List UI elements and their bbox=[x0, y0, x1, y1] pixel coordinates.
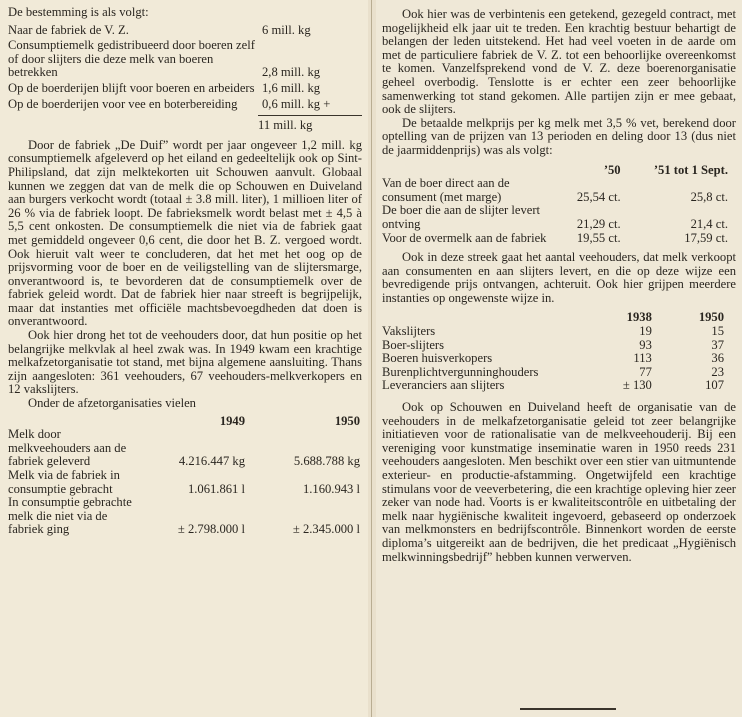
price-table bbox=[382, 164, 734, 246]
destination-total: 11 mill. kg bbox=[258, 115, 362, 133]
article-paragraph: De betaalde melkprijs per kg melk met 3,5 % vet, berekend door optelling van de prijzen van 13 perioden en deling door 13 (dus niet de jaarmiddenprijs) was als volgt: bbox=[382, 115, 736, 157]
table-cell: 21,29 ct. bbox=[576, 216, 621, 231]
destination-value: 6 mill. kg bbox=[262, 22, 311, 37]
destination-total-row bbox=[8, 115, 362, 133]
table-row bbox=[382, 339, 734, 353]
table-header-row bbox=[8, 415, 364, 429]
table-cell-label: Boeren huisverkopers bbox=[382, 351, 493, 366]
table-cell-label: Boer-slijters bbox=[382, 337, 445, 352]
table-header: 1950 bbox=[698, 310, 724, 325]
destination-label: Consumptiemelk gedistribueerd door boeren zelf of door slijters die deze melk van boeren betrekken bbox=[8, 38, 255, 80]
table-row bbox=[382, 177, 734, 204]
table-cell: 1.160.943 l bbox=[302, 481, 360, 496]
count-table bbox=[382, 311, 734, 393]
table-row bbox=[8, 428, 364, 469]
table-cell-label: Van de boer direct aan de consument (met marge) bbox=[382, 176, 510, 204]
table-cell: 107 bbox=[705, 378, 724, 393]
table-row bbox=[382, 232, 734, 246]
table-cell-label: De boer die aan de slijter levert ontving bbox=[382, 203, 541, 231]
article-paragraph: Onder de afzetorganisaties vielen bbox=[28, 396, 196, 411]
article-paragraph: Ook hier drong het tot de veehouders door, dat hun positie op het belangrijke melkvlak al heel zwak was. In 1949 kwam een krachtige melkafzetorganisatie tot stand, met bijna algemene aansluiting. Thans zijn aangesloten: 361 veehouders, 67 veehouders-melkverkopers en 12 vakslijters. bbox=[8, 328, 362, 397]
table-cell-label: Vakslijters bbox=[382, 324, 436, 339]
table-header: ’50 bbox=[603, 162, 621, 177]
closing-rule bbox=[520, 708, 616, 710]
table-cell: 25,8 ct. bbox=[690, 189, 728, 204]
table-cell: 113 bbox=[633, 351, 652, 366]
table-header: 1938 bbox=[626, 310, 652, 325]
table-cell: 23 bbox=[711, 364, 724, 379]
table-cell: 21,4 ct. bbox=[690, 216, 728, 231]
table-header bbox=[382, 164, 560, 178]
table-cell: 77 bbox=[639, 364, 652, 379]
destination-list bbox=[8, 24, 362, 133]
destination-row bbox=[8, 24, 362, 38]
table-header-row bbox=[382, 311, 734, 325]
table-row bbox=[382, 379, 734, 393]
table-cell-label: In consumptie gebrachte melk die niet via de fabriek ging bbox=[8, 495, 132, 537]
destination-row bbox=[8, 39, 362, 80]
table-row bbox=[382, 366, 734, 380]
table-header-row bbox=[382, 164, 734, 178]
table-cell: 15 bbox=[711, 324, 724, 339]
right-column bbox=[376, 0, 742, 717]
table-row bbox=[8, 496, 364, 537]
destination-value: 2,8 mill. kg bbox=[262, 65, 321, 80]
table-cell: 5.688.788 kg bbox=[293, 454, 360, 469]
column-divider bbox=[368, 0, 376, 717]
table-header bbox=[382, 311, 582, 325]
article-paragraph: Ook hier was de verbintenis een getekend, gezegeld contract, met mogelijkheid elk jaar uit te treden. Een krachtig bestuur behartigt de belangen der leden uitstekend. Het had veel voeten in de aarde om met de particuliere fabriek de V. Z. tot een behoorlijke overeenkomst te komen. Vanzelfsprekend vond de V. Z. deze boerenorganisatie geheel overbodig. Tenslotte is er echter een zeer behoorlijke samenwerking tot stand gekomen. Alle partijen zijn er mee gebaat, ook de slijters. bbox=[382, 7, 736, 117]
table-cell-label: Melk via de fabriek in consumptie gebracht bbox=[8, 468, 120, 496]
table-row bbox=[8, 469, 364, 496]
table-row bbox=[382, 352, 734, 366]
left-column bbox=[0, 0, 368, 717]
table-cell: 4.216.447 kg bbox=[178, 454, 245, 469]
table-row bbox=[382, 204, 734, 231]
destination-value: 0,6 mill. kg + bbox=[262, 96, 331, 111]
table-header: ’51 tot 1 Sept. bbox=[653, 162, 728, 177]
destination-heading: De bestemming is als volgt: bbox=[8, 5, 149, 19]
table-cell: 37 bbox=[711, 337, 724, 352]
table-cell-label: Melk door melkveehouders aan de fabriek geleverd bbox=[8, 427, 127, 469]
destination-row bbox=[8, 82, 362, 96]
table-cell-label: Voor de overmelk aan de fabriek bbox=[382, 230, 547, 245]
destination-value: 1,6 mill. kg bbox=[262, 80, 321, 95]
table-row bbox=[382, 325, 734, 339]
destination-label: Op de boerderijen blijft voor boeren en arbeiders bbox=[8, 80, 255, 95]
destination-label: Naar de fabriek de V. Z. bbox=[8, 22, 129, 37]
delivery-table bbox=[8, 415, 364, 537]
table-cell: ± 2.798.000 l bbox=[177, 522, 245, 537]
table-cell: 19 bbox=[639, 324, 652, 339]
article-paragraph: Door de fabriek „De Duif” wordt per jaar ongeveer 1,2 mill. kg consumptiemelk afgeleverd op het eiland en gedeeltelijk ook op Sint-Philipsland, dat zijn melktekorten uit Schouwen aanvult. Globaal kunnen we zeggen dat van de melk die op Schouwen en Duiveland aan burgers verkocht wordt (totaal ± 3.8 mill. liter), 1 millioen liter of 26 % via de fabriek loopt. De fabrieksmelk wordt belast met ± 4,5 à 5,5 cent onkosten. De consumptiemelk die niet via de fabriek gaat met gemiddeld ongeveer 0,6 cent, die door het B. Z. vergoed wordt. Ook hieruit valt weer te concluderen, dat het met het oog op de prijsvorming voor de boer en de veiligstelling van de slijtersmarge, onverantwoord is, te bevorderen dat de consumptiemelk over de fabriek geleid wordt. Dat de fabriek hier naar streeft is begrijpelijk, maar dat instanties met officiële machtsbevoegdheden dat doen is onverantwoord. bbox=[8, 137, 362, 329]
table-header: 1949 bbox=[219, 413, 245, 428]
table-cell: 1.061.861 l bbox=[187, 481, 245, 496]
destination-row bbox=[8, 98, 362, 112]
table-cell: 36 bbox=[711, 351, 724, 366]
destination-label: Op de boerderijen voor vee en boterbereiding bbox=[8, 96, 238, 111]
table-cell-label: Burenplichtvergunninghouders bbox=[382, 364, 539, 379]
table-cell: 17,59 ct. bbox=[684, 230, 728, 245]
article-paragraph: Ook op Schouwen en Duiveland heeft de organisatie van de veehouders in de melkafzetorganisatie geleid tot zeer belangrijke initiatieven voor de rationalisatie van de melkveehouderij. Bij een vereniging voor kunstmatige inseminatie waren in 1950 reeds 231 veehouders aangesloten. Men beschikt over een stier van uitmuntende exterieur- en productie-afstamming. Ongetwijfeld een krachtige stimulans voor de veeverbetering, die een krachtige opleving hier zeer zeker van node had. Voorts is er kwaliteitscontrôle en uitbetaling der melk naar hygiënische kwaliteit ingevoerd, gebaseerd op onderzoek van melkmonsters en bedrijfscontrôle. Binnenkort worden de eerste diploma’s uitgereikt aan de bedrijven, die het predicaat „Hygiënisch melkwinningsbedrijf” hebben kunnen verwerven. bbox=[382, 400, 736, 564]
table-cell: 93 bbox=[639, 337, 652, 352]
table-cell: 19,55 ct. bbox=[576, 230, 621, 245]
table-cell: ± 130 bbox=[622, 378, 652, 393]
table-header: 1950 bbox=[334, 413, 360, 428]
table-cell: 25,54 ct. bbox=[576, 189, 621, 204]
article-paragraph: Ook in deze streek gaat het aantal veehouders, dat melk verkoopt aan consumenten en aan slijters levert, en die op deze wijze een bevredigende prijs ontvangen, achteruit. Ook hier grijpen meerdere instanties op ongewenste wijze in. bbox=[382, 250, 736, 305]
table-cell: ± 2.345.000 l bbox=[292, 522, 360, 537]
table-header bbox=[8, 415, 134, 429]
table-cell-label: Leveranciers aan slijters bbox=[382, 378, 505, 393]
